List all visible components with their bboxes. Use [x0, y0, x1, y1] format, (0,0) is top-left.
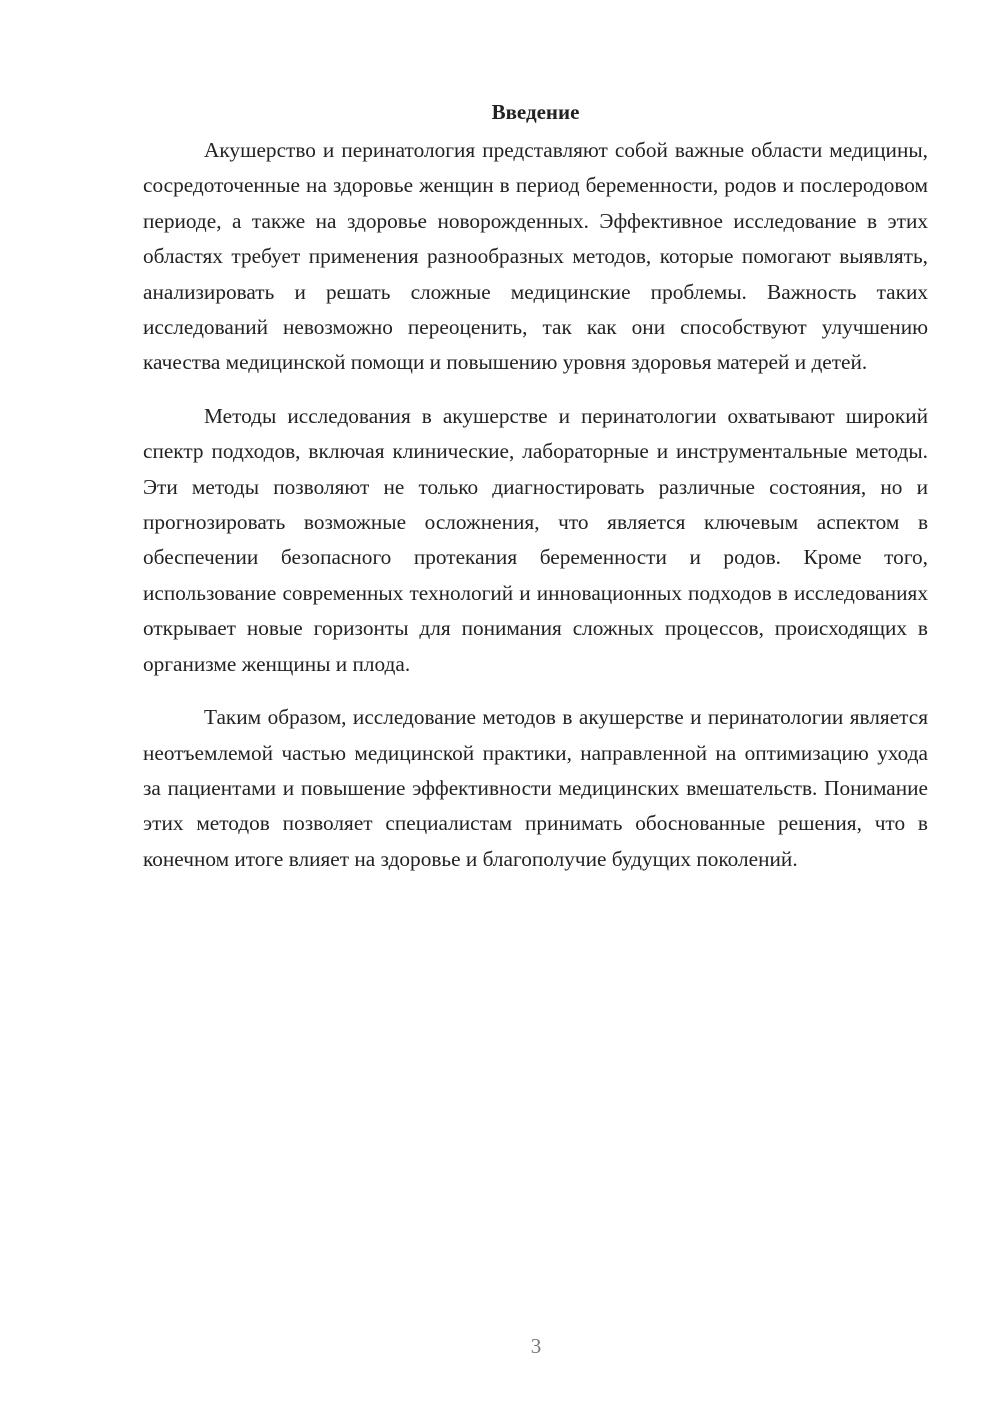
paragraph-1: Акушерство и перинатология представляют собой важные области медицины, сосредоточенные на здоровье женщин в период беременности, родов и послеродовом периоде, а также на здоровье новорожденных. Эффективное исследование в этих областях требует применения разнообразных методов, которые помогают выявлять, анализировать и решать сложные медицинские проблемы. Важность таких исследований невозможно переоценить, так как они способствуют улучшению качества медицинской помощи и повышению уровня здоровья матерей и детей. [143, 138, 928, 375]
paragraph-2: Методы исследования в акушерстве и перинатологии охватывают широкий спектр подходов, включая клинические, лабораторные и инструментальные методы. Эти методы позволяют не только диагностировать различные состояния, но и прогнозировать возможные осложнения, что является ключевым аспектом в обеспечении безопасного протекания беременности и родов. Кроме того, использование современных технологий и инновационных подходов в исследованиях открывает новые горизонты для понимания сложных процессов, происходящих в организме женщины и плода. [143, 403, 928, 676]
paragraph-3: Таким образом, исследование методов в акушерстве и перинатологии является неотъемлемой частью медицинской практики, направленной на оптимизацию ухода за пациентами и повышение эффективности медицинских вмешательств. Понимание этих методов позволяет специалистам принимать обоснованные решения, что в конечном итоге влияет на здоровье и благополучие будущих поколений. [143, 705, 928, 871]
section-title: Введение [491, 100, 580, 124]
page-number: 3 [530, 1334, 542, 1358]
document-body [143, 97, 928, 877]
